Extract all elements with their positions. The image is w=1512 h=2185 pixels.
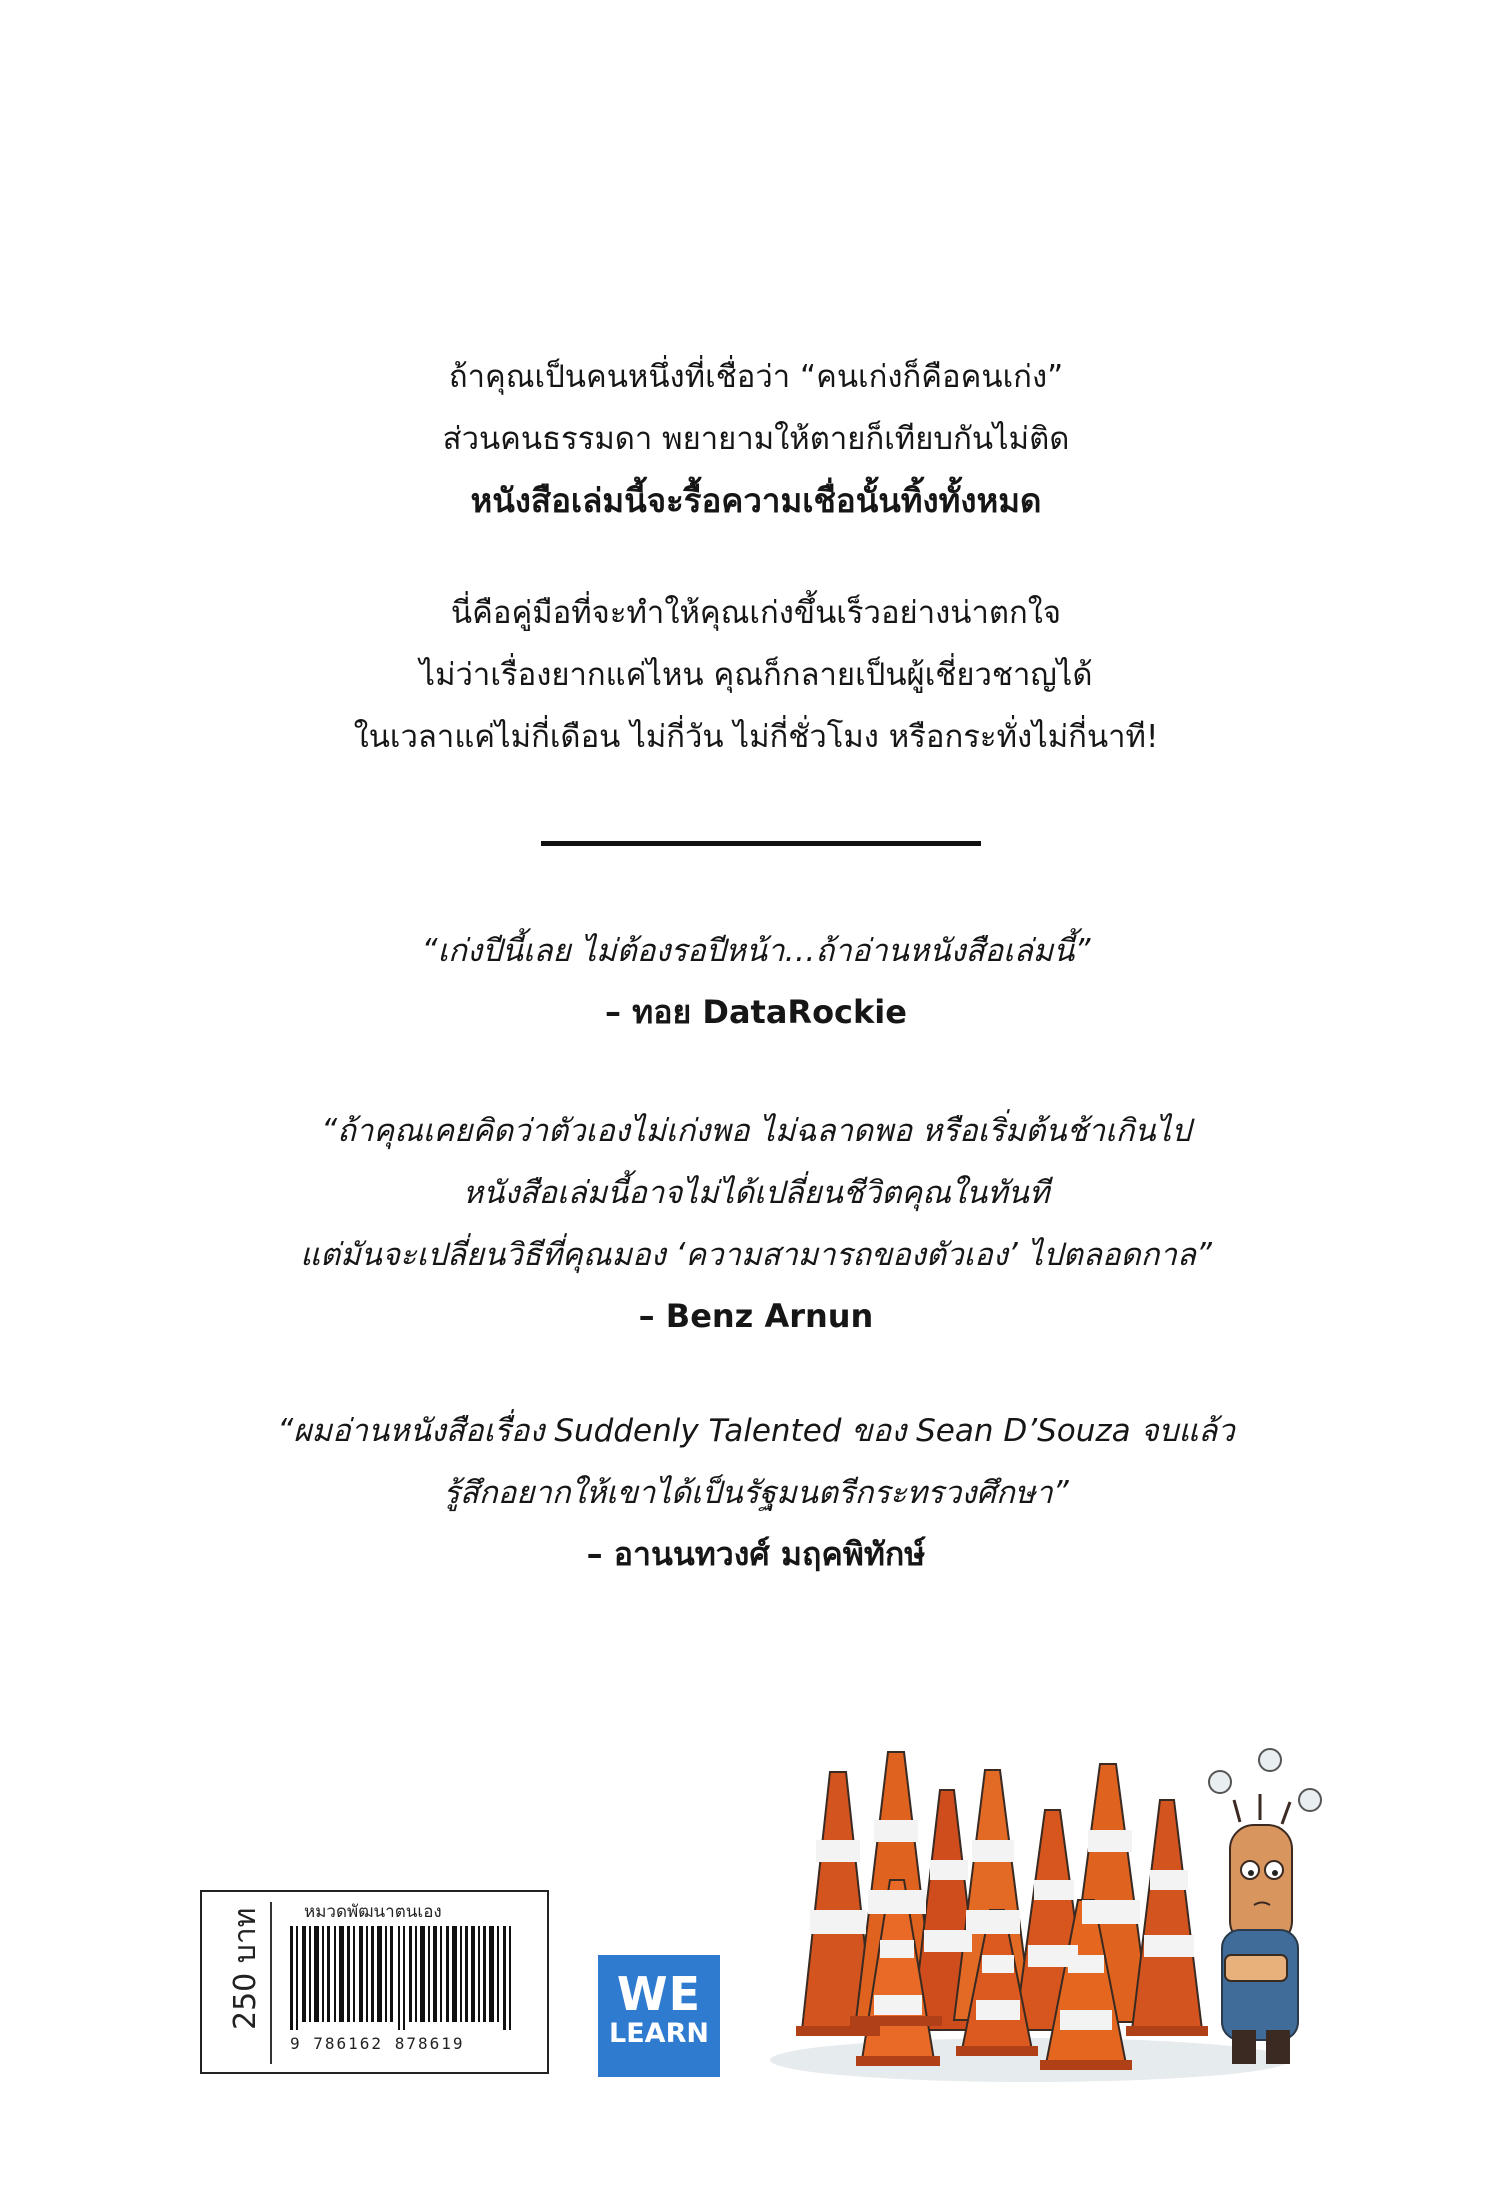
intro-line-1: ถ้าคุณเป็นคนหนึ่งที่เชื่อว่า “คนเก่งก็คือคนเก่ง” xyxy=(448,359,1064,395)
isbn-number: 9 786162 878619 xyxy=(290,2034,465,2053)
quote-line: “เก่งปีนี้เลย ไม่ต้องรอปีหน้า…ถ้าอ่านหนังสือเล่มนี้” xyxy=(421,933,1091,969)
logo-text-learn: LEARN xyxy=(609,2018,709,2049)
intro-line-2: ส่วนคนธรรมดา พยายามให้ตายก็เทียบกันไม่ติด xyxy=(442,421,1070,457)
pitch-text xyxy=(0,582,1512,768)
quote-author: – อานนทวงศ์ มฤคพิทักษ์ xyxy=(586,1535,926,1573)
quote-1 xyxy=(0,920,1512,1042)
divider-rule xyxy=(541,841,981,846)
barcode-box xyxy=(200,1890,549,2074)
quote-author: – ทอย DataRockie xyxy=(605,993,907,1031)
pitch-line-1: นี่คือคู่มือที่จะทำให้คุณเก่งขึ้นเร็วอย่างน่าตกใจ xyxy=(450,595,1062,631)
character-figure xyxy=(1209,1749,1321,2064)
quote-line: แต่มันจะเปลี่ยนวิธีที่คุณมอง ‘ความสามารถของตัวเอง’ ไปตลอดกาล” xyxy=(300,1237,1212,1273)
quote-author: – Benz Arnun xyxy=(638,1297,874,1335)
quote-3 xyxy=(0,1400,1512,1584)
pitch-line-2: ไม่ว่าเรื่องยากแค่ไหน คุณก็กลายเป็นผู้เชี่ยวชาญได้ xyxy=(419,657,1093,693)
quote-2 xyxy=(0,1100,1512,1346)
barcode-icon xyxy=(290,1926,518,2030)
quote-line: “ถ้าคุณเคยคิดว่าตัวเองไม่เก่งพอ ไม่ฉลาดพอ หรือเริ่มต้นช้าเกินไป xyxy=(321,1113,1191,1149)
category-label: หมวดพัฒนาตนเอง xyxy=(304,1902,442,1922)
price-label: 250 บาท xyxy=(228,1907,263,2030)
traffic-cones-illustration xyxy=(770,1730,1330,2090)
publisher-logo xyxy=(598,1955,720,2077)
quote-line: รู้สึกอยากให้เขาได้เป็นรัฐมนตรีกระทรวงศึกษา” xyxy=(443,1475,1069,1511)
quote-line: หนังสือเล่มนี้อาจไม่ได้เปลี่ยนชีวิตคุณในทันที xyxy=(462,1175,1050,1211)
quote-line: “ผมอ่านหนังสือเรื่อง Suddenly Talented ของ Sean D’Souza จบแล้ว xyxy=(277,1413,1235,1449)
intro-headline: หนังสือเล่มนี้จะรื้อความเชื่อนั้นทิ้งทั้งหมด xyxy=(470,481,1042,520)
barcode-divider xyxy=(270,1902,272,2064)
logo-text-we: WE xyxy=(616,1967,702,2021)
pitch-line-3: ในเวลาแค่ไม่กี่เดือน ไม่กี่วัน ไม่กี่ชั่วโมง หรือกระทั่งไม่กี่นาที! xyxy=(353,719,1159,755)
intro-text xyxy=(0,346,1512,532)
